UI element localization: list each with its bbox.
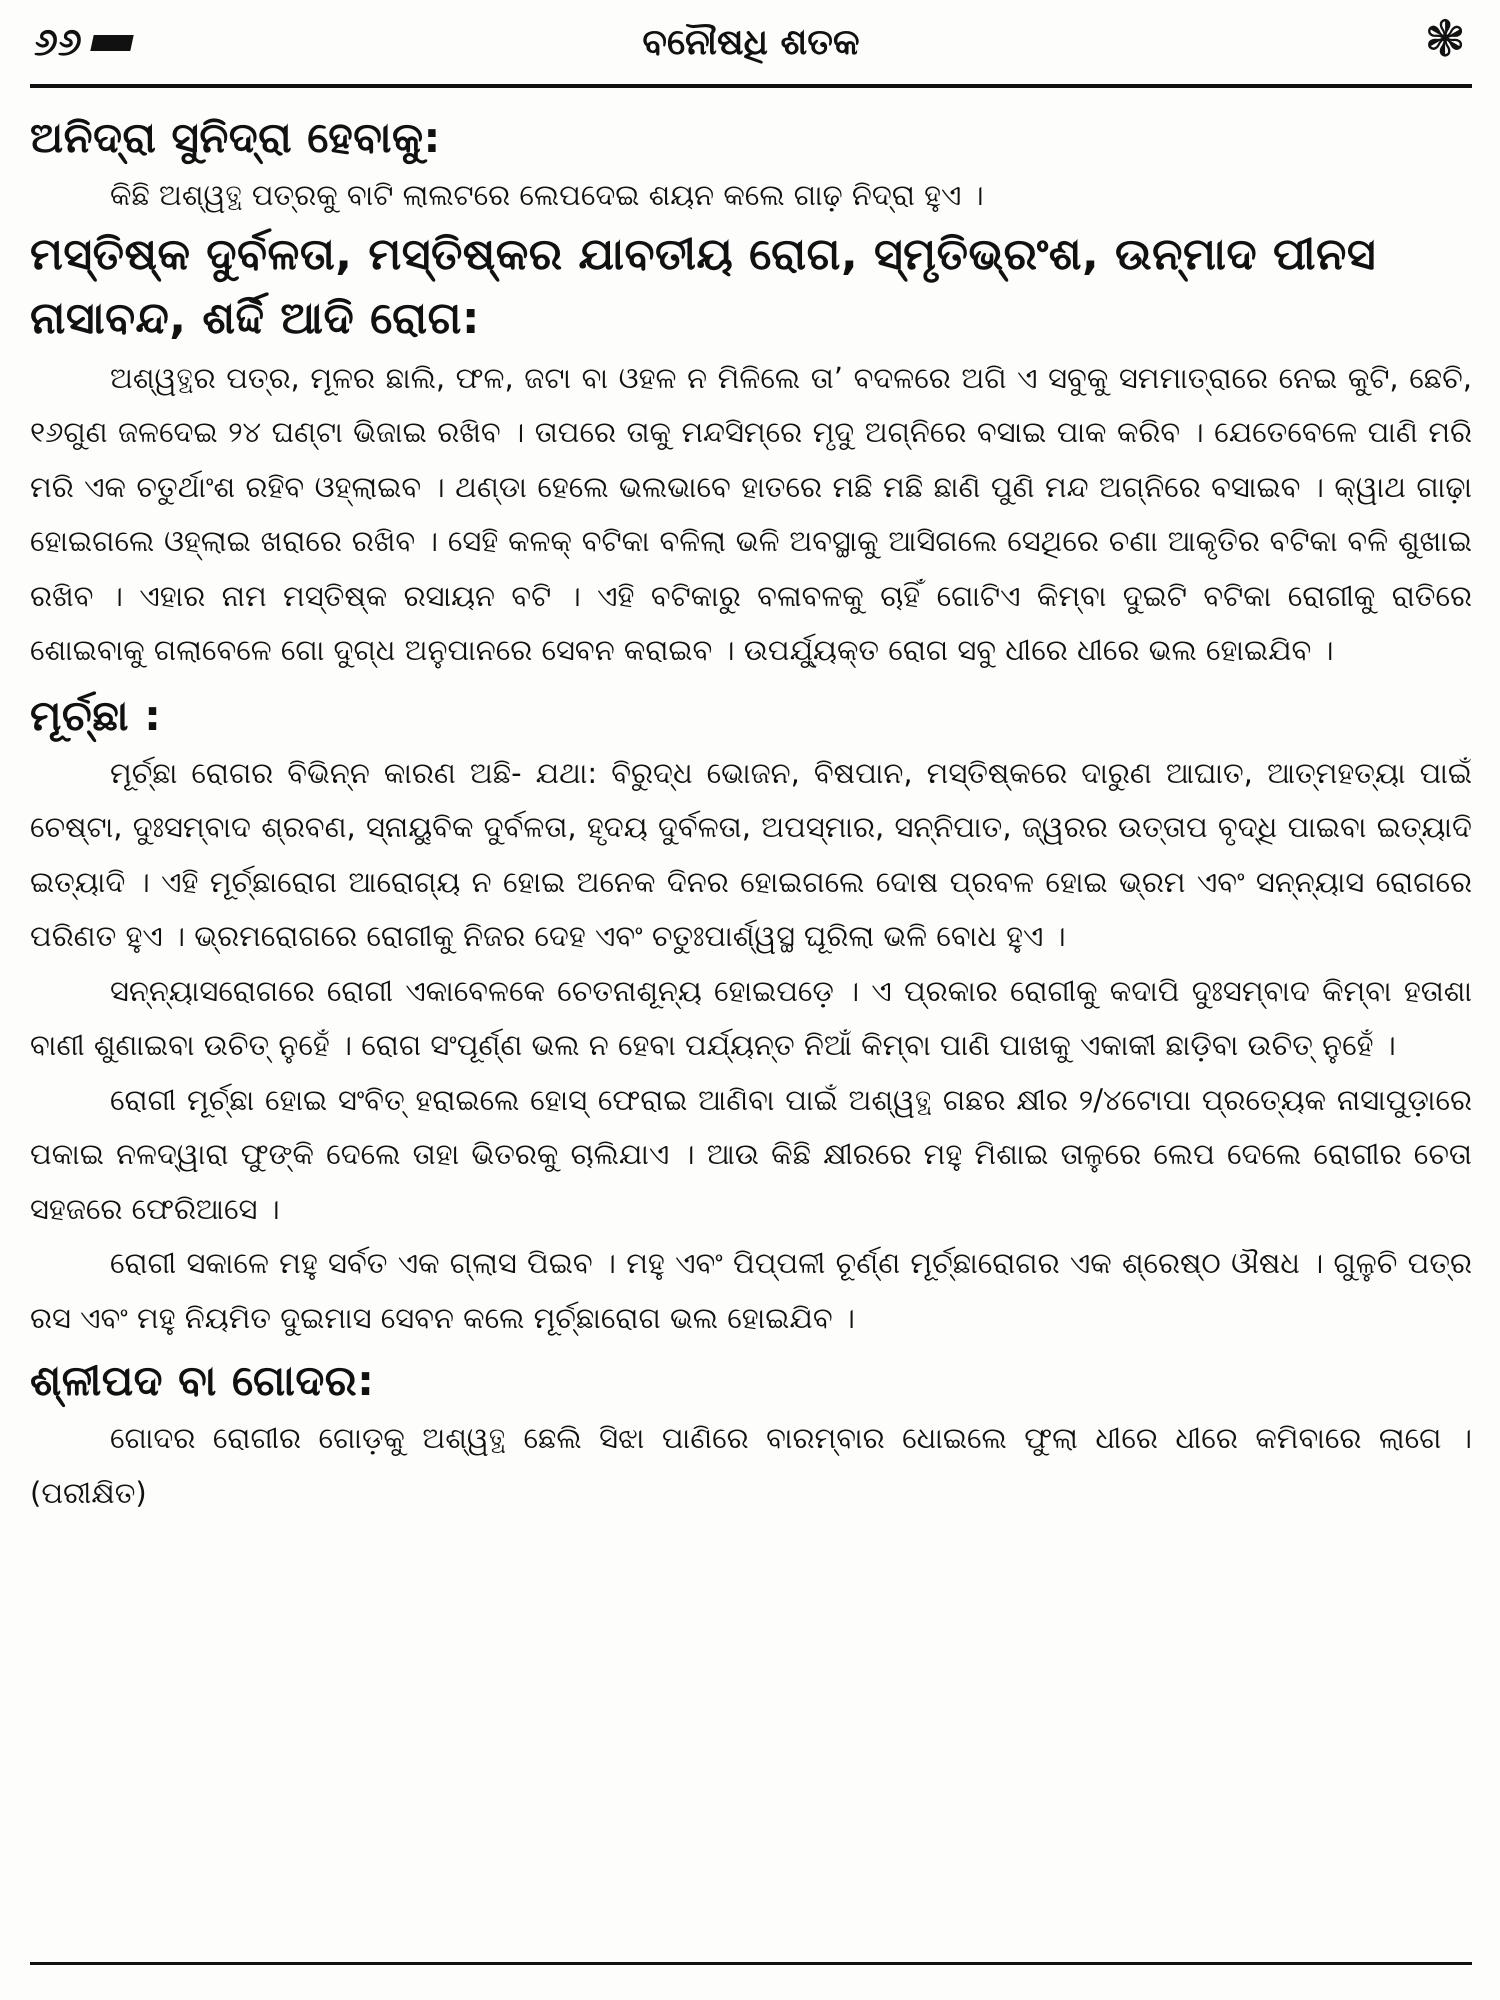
paragraph-elephantiasis: ଗୋଦର ରୋଗୀର ଗୋଡ଼କୁ ଅଶ୍ୱତ୍ଥ ଛେଲି ସିଝା ପାଣିରେ ବାରମ୍ବାର ଧୋଇଲେ ଫୁଲା ଧୀରେ ଧୀରେ କମିବାରେ ଲାଗେ ।(ପରୀକ୍ଷିତ) bbox=[30, 1421, 1472, 1510]
section-heading-elephantiasis: ଶ୍ଳୀପଦ ବା ଗୋଦର: bbox=[30, 1356, 375, 1405]
paragraph-fainting-remedy: ରୋଗୀ ମୂର୍ଚ୍ଛା ହୋଇ ସଂବିତ୍ ହରାଇଲେ ହୋସ୍ ଫେରାଇ ଆଣିବା ପାଇଁ ଅଶ୍ୱତ୍ଥ ଗଛର କ୍ଷୀର ୨/୪ଟୋପା ପ୍ରତ୍ୟେକ ନାସାପୁଡ଼ାରେ ପକାଇ ନଳଦ୍ୱାରା ଫୁଙ୍କି ଦେଲେ ତାହା ଭିତରକୁ ଚାଲିଯାଏ । ଆଉ କିଛି କ୍ଷୀରରେ ମହୁ ମିଶାଇ ତାଳୁରେ ଲେପ ଦେଲେ ରୋଗୀର ଚେତା ସହଜରେ ଫେରିଆସେ । bbox=[30, 1082, 1472, 1226]
page-number-text: ୬୬ bbox=[34, 20, 82, 64]
page-header bbox=[30, 10, 1472, 76]
paragraph-fainting-causes: ମୂର୍ଚ୍ଛା ରୋଗର ବିଭିନ୍ନ କାରଣ ଅଛି- ଯଥା: ବିରୁଦ୍ଧ ଭୋଜନ, ବିଷପାନ, ମସ୍ତିଷ୍କରେ ଦାରୁଣ ଆଘାତ, ଆତ୍ମହତ୍ୟା ପାଇଁ ଚେଷ୍ଟା, ଦୁଃସମ୍ବାଦ ଶ୍ରବଣ, ସ୍ନାୟୁବିକ ଦୁର୍ବଳତା, ହୃଦୟ ଦୁର୍ବଳତା, ଅପସ୍ମାର, ସନ୍ନିପାତ, ଜ୍ୱରର ଉତ୍ତାପ ବୃଦ୍ଧି ପାଇବା ଇତ୍ୟାଦି ଇତ୍ୟାଦି । ଏହି ମୂର୍ଚ୍ଛାରୋଗ ଆରୋଗ୍ୟ ନ ହୋଇ ଅନେକ ଦିନର ହୋଇଗଲେ ଦୋଷ ପ୍ରବଳ ହୋଇ ଭ୍ରମ ଏବଂ ସନ୍ନ୍ୟାସ ରୋଗରେ ପରିଣତ ହୁଏ । ଭ୍ରମରୋଗରେ ରୋଗୀକୁ ନିଜର ଦେହ ଏବଂ ଚତୁଃପାର୍ଶ୍ୱସ୍ଥ ଘୂରିଲା ଭଳି ବୋଧ ହୁଏ । bbox=[30, 755, 1472, 953]
flower-ornament-icon: ❃ bbox=[1424, 10, 1466, 68]
footer-rule bbox=[30, 1962, 1472, 1965]
page-content bbox=[30, 108, 1472, 1520]
paragraph-insomnia: କିଛି ଅଶ୍ୱତ୍ଥ ପତ୍ରକୁ ବାଟି ଲାଲଟରେ ଲେପଦେଇ ଶୟନ କଲେ ଗାଢ଼ ନିଦ୍ରା ହୁଏ । bbox=[110, 178, 984, 212]
section-heading-fainting: ମୂର୍ଚ୍ଛା : bbox=[30, 690, 162, 740]
header-rule bbox=[30, 84, 1472, 88]
running-title: ବନୌଷଧି ଶତକ bbox=[642, 22, 860, 63]
paragraph-sannyasa: ସନ୍ନ୍ୟାସରୋଗରେ ରୋଗୀ ଏକାବେଳକେ ଚେତନାଶୂନ୍ୟ ହୋଇପଡ଼େ । ଏ ପ୍ରକାର ରୋଗୀକୁ କଦାପି ଦୁଃସମ୍ବାଦ କିମ୍ବା ହତାଶା ବାଣୀ ଶୁଣାଇବା ଉଚିତ୍ ନୁହେଁ । ରୋଗ ସଂପୂର୍ଣ୍ଣ ଭଲ ନ ହେବା ପର୍ଯ୍ୟନ୍ତ ନିଆଁ କିମ୍ବା ପାଣି ପାଖକୁ ଏକାକୀ ଛାଡ଼ିବା ଉଚିତ୍ ନୁହେଁ । bbox=[30, 973, 1472, 1062]
paragraph-honey-remedy: ରୋଗୀ ସକାଳେ ମହୁ ସର୍ବତ ଏକ ଗ୍ଲାସ ପିଇବ । ମହୁ ଏବଂ ପିପ୍ପଳୀ ଚୂର୍ଣ୍ଣ ମୂର୍ଚ୍ଛାରୋଗର ଏକ ଶ୍ରେଷ୍ଠ ଔଷଧ । ଗୁଳୁଚି ପତ୍ର ରସ ଏବଂ ମହୁ ନିୟମିତ ଦୁଇମାସ ସେବନ କଲେ ମୂର୍ଚ୍ଛାରୋଗ ଭଲ ହୋଇଯିବ । bbox=[30, 1246, 1472, 1335]
section-heading-brain-weakness: ମସ୍ତିଷ୍କ ଦୁର୍ବଳତା, ମସ୍ତିଷ୍କର ଯାବତୀୟ ରୋଗ, ସ୍ମୃତିଭ୍ରଂଶ, ଉନ୍ମାଦ ପୀନସ ନାସାବନ୍ଦ, ଶର୍ଦ୍ଦି ଆଦି ରୋଗ: bbox=[30, 228, 1377, 344]
section-heading-insomnia: ଅନିଦ୍ରା ସୁନିଦ୍ରା ହେବାକୁ: bbox=[30, 113, 441, 162]
paragraph-brain-remedy: ଅଶ୍ୱତ୍ଥର ପତ୍ର, ମୂଳର ଛାଲି, ଫଳ, ଜଟା ବା ଓହଳ ନ ମିଳିଲେ ତା’ ବଦଳରେ ଅଗି ଏ ସବୁକୁ ସମମାତ୍ରାରେ ନେଇ କୁଟି, ଛେଚି, ୧୬ଗୁଣ ଜଳଦେଇ ୨୪ ଘଣ୍ଟା ଭିଜାଇ ରଖିବ । ତାପରେ ତାକୁ ମନ୍ଦସିମ୍‌ରେ ମୃଦୁ ଅଗ୍ନିରେ ବସାଇ ପାକ କରିବ । ଯେତେବେଳେ ପାଣି ମରି ମରି ଏକ ଚତୁର୍ଥାଂଶ ରହିବ ଓହ୍ଲାଇବ । ଥଣ୍ଡା ହେଲେ ଭଲଭାବେ ହାତରେ ମଛି ମଛି ଛାଣି ପୁଣି ମନ୍ଦ ଅଗ୍ନିରେ ବସାଇବ । କ୍ୱାଥ ଗାଢ଼ା ହୋଇଗଲେ ଓହ୍ଲାଇ ଖରାରେ ରଖିବ । ସେହି କଳକ୍ ବଟିକା ବଳିଲା ଭଳି ଅବସ୍ଥାକୁ ଆସିଗଲେ ସେଥିରେ ଚଣା ଆକୃତିର ବଟିକା ବଳି ଶୁଖାଇ ରଖିବ । ଏହାର ନାମ ମସ୍ତିଷ୍କ ରସାୟନ ବଟି । ଏହି ବଟିକାରୁ ବଳାବଳକୁ ଚାହିଁ ଗୋଟିଏ କିମ୍ବା ଦୁଇଟି ବଟିକା ରୋଗୀକୁ ରାତିରେ ଶୋଇବାକୁ ଗଲାବେଳେ ଗୋ ଦୁଗ୍ଧ ଅନୁପାନରେ ସେବନ କରାଇବ । ଉପର୍ଯ୍ୟୁକ୍ତ ରୋଗ ସବୁ ଧୀରେ ଧୀରେ ଭଲ ହୋଇଯିବ । bbox=[30, 360, 1472, 667]
